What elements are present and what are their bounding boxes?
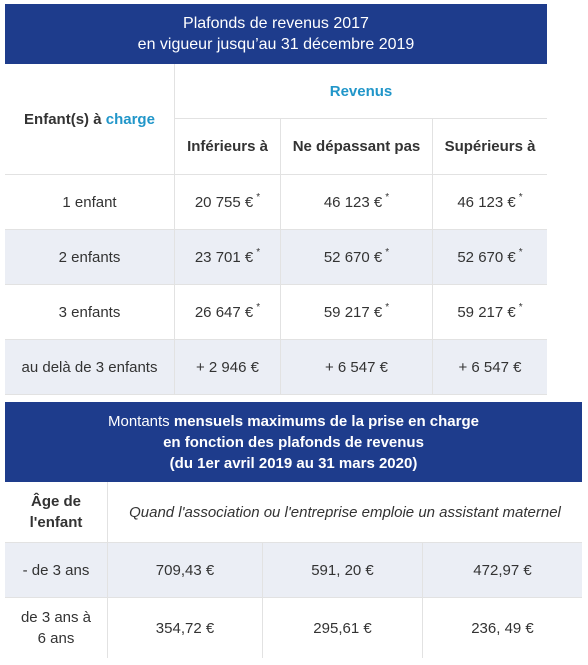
value-cell: 709,43 € [107, 543, 262, 597]
title-line: Plafonds de revenus 2017 [183, 15, 369, 32]
title-line: en vigueur jusqu’au 31 décembre 2019 [137, 36, 415, 53]
col-header-ne-depassant: Ne dépassant pas [280, 119, 432, 174]
children-header-label: Enfant(s) à [24, 110, 102, 128]
monthly-amounts-table-title [5, 402, 582, 482]
table-row [5, 340, 547, 395]
income-table-header [5, 64, 547, 175]
charge-link[interactable]: charge [105, 110, 155, 128]
children-header [5, 64, 174, 174]
value-cell: 46 123 € * [280, 175, 432, 229]
value-cell: 52 670 € * [280, 230, 432, 284]
table-row [5, 285, 547, 340]
monthly-amounts-table [5, 402, 582, 658]
row-label: 2 enfants [58, 248, 121, 266]
title-line: Montants mensuels maximums de la prise en charge [107, 412, 479, 430]
row-label: de 3 ans à 6 ans [20, 609, 92, 647]
monthly-table-header [5, 482, 582, 543]
income-ceiling-table [5, 4, 547, 395]
table-row [5, 543, 582, 598]
value-cell: 20 755 € * [174, 175, 280, 229]
value-cell: + 6 547 € [432, 340, 547, 394]
value-cell: 59 217 € * [280, 285, 432, 339]
value-cell: 236, 49 € [422, 598, 582, 658]
revenus-header: Revenus [174, 64, 547, 119]
employer-description: Quand l'association ou l'entreprise emploie un assistant maternel [107, 482, 582, 542]
value-cell: 591, 20 € [262, 543, 422, 597]
income-ceiling-table-title [5, 4, 547, 64]
col-header-inferieurs: Inférieurs à [174, 119, 280, 174]
value-cell: 46 123 € * [432, 175, 547, 229]
row-label: 3 enfants [58, 303, 121, 321]
age-header: Âge de l'enfant [29, 493, 83, 531]
value-cell: 26 647 € * [174, 285, 280, 339]
value-cell: 295,61 € [262, 598, 422, 658]
value-cell: 52 670 € * [432, 230, 547, 284]
col-header-superieurs: Supérieurs à [432, 119, 547, 174]
value-cell: 354,72 € [107, 598, 262, 658]
row-label: au delà de 3 enfants [21, 358, 158, 376]
value-cell: 59 217 € * [432, 285, 547, 339]
title-line: en fonction des plafonds de revenus [163, 433, 424, 451]
value-cell: 472,97 € [422, 543, 582, 597]
value-cell: 23 701 € * [174, 230, 280, 284]
row-label: 1 enfant [62, 193, 117, 211]
value-cell: + 2 946 € [174, 340, 280, 394]
table-row [5, 230, 547, 285]
row-label: - de 3 ans [22, 561, 90, 579]
value-cell: + 6 547 € [280, 340, 432, 394]
table-row [5, 175, 547, 230]
title-line: (du 1er avril 2019 au 31 mars 2020) [169, 454, 418, 472]
table-row [5, 598, 582, 658]
